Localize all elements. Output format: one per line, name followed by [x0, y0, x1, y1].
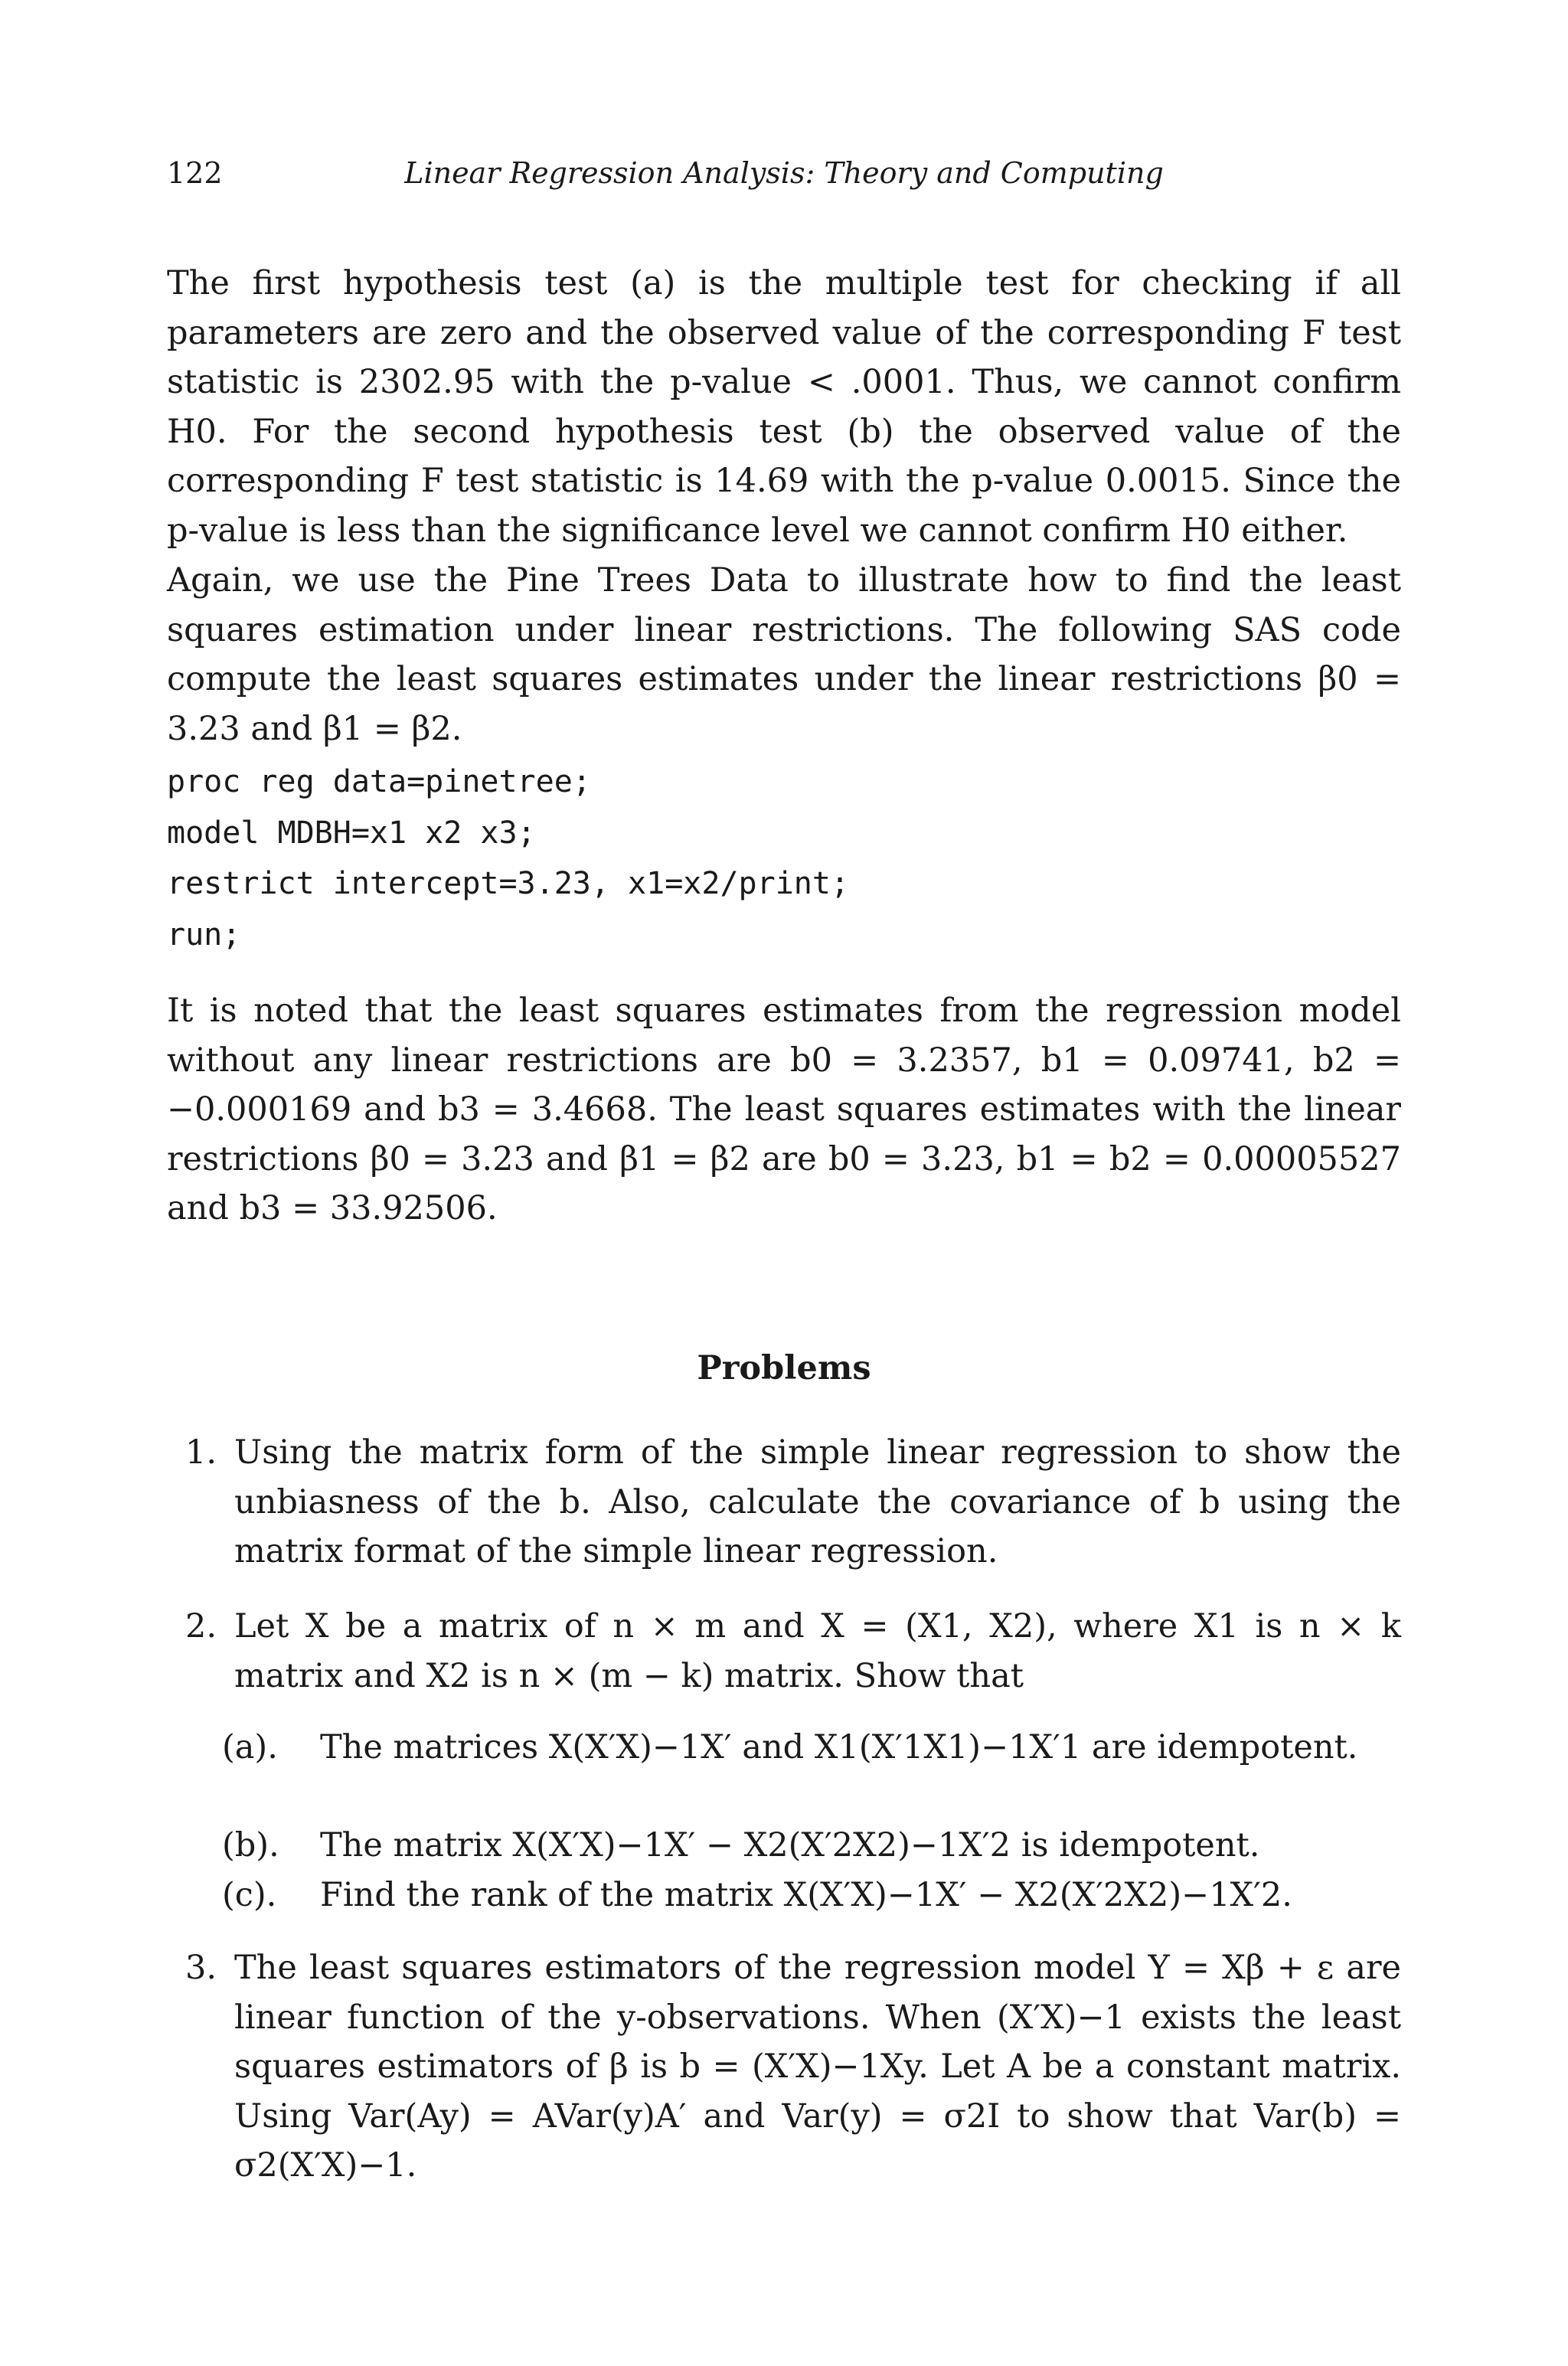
part-label: (b).: [222, 1826, 279, 1864]
part-label: (c).: [222, 1876, 277, 1914]
problem-number: 1.: [185, 1433, 217, 1472]
sas-code-block: [167, 757, 849, 960]
page-header: [167, 156, 1401, 199]
running-title: Linear Regression Analysis: Theory and Computing: [404, 156, 1164, 190]
code-line: restrict intercept=3.23, x1=x2/print;: [167, 866, 850, 901]
problem-text: Using the matrix form of the simple linear regression to show the unbiasness of the b. Also, calculate the covariance of b using the matrix format of the simple linear regression.: [234, 1433, 1401, 1570]
problem-part: [222, 1821, 1401, 1871]
problem-part: [222, 1723, 1401, 1773]
part-text: The matrix X(X′X)−1X′ − X2(X′2X2)−1X′2 is idempotent.: [320, 1826, 1260, 1864]
code-line: model MDBH=x1 x2 x3;: [167, 815, 536, 851]
problem-part: [222, 1871, 1401, 1920]
problem-item: [167, 1943, 1401, 2191]
problem-text: Let X be a matrix of n × m and X = (X1, X2), where X1 is n × k matrix and X2 is n × (m − k) matrix. Show that: [234, 1607, 1401, 1695]
problem-item: [167, 1602, 1401, 1701]
paragraph-estimates-comparison: It is noted that the least squares estimates from the regression model without any linear restrictions are b0 = 3.2357, b1 = 0.09741, b2 = −0.000169 and b3 = 3.4668. The least squares estimates with the linear restrictions β0 = 3.23 and β1 = β2 are b0 = 3.23, b1 = b2 = 0.00005527 and b3 = 33.92506.: [167, 992, 1401, 1227]
code-line: proc reg data=pinetree;: [167, 764, 591, 799]
problem-number: 3.: [185, 1949, 217, 1987]
problem-number: 2.: [185, 1607, 217, 1645]
paragraph-hypothesis-results: The first hypothesis test (a) is the multiple test for checking if all parameters are zero and the observed value of the corresponding F test statistic is 2302.95 with the p-value < .0001. Thus, we cannot confirm H0. For the second hypothesis test (b) the observed value of the corresponding F test statistic is 14.69 with the p-value 0.0015. Since the p-value is less than the significance level we cannot confirm H0 either.: [167, 264, 1401, 550]
problem-text: The least squares estimators of the regression model Y = Xβ + ε are linear function of the y-observations. When (X′X)−1 exists the least squares estimators of β is b = (X′X)−1Xy. Let A be a constant matrix. Using Var(Ay) = AVar(y)A′ and Var(y) = σ2I to show that Var(b) = σ2(X′X)−1.: [234, 1949, 1401, 2185]
part-text: Find the rank of the matrix X(X′X)−1X′ − X2(X′2X2)−1X′2.: [320, 1876, 1292, 1914]
problem-item: [167, 1428, 1401, 1577]
problems-heading: Problems: [697, 1349, 871, 1387]
code-line: run;: [167, 917, 241, 953]
part-text: The matrices X(X′X)−1X′ and X1(X′1X1)−1X′1 are idempotent.: [320, 1728, 1358, 1766]
paragraph-pine-trees-intro: Again, we use the Pine Trees Data to illustrate how to find the least squares estimation under linear restrictions. The following SAS code compute the least squares estimates under the linear restrictions β0 = 3.23 and β1 = β2.: [167, 561, 1401, 748]
part-label: (a).: [222, 1728, 278, 1766]
page-number: 122: [167, 156, 223, 190]
